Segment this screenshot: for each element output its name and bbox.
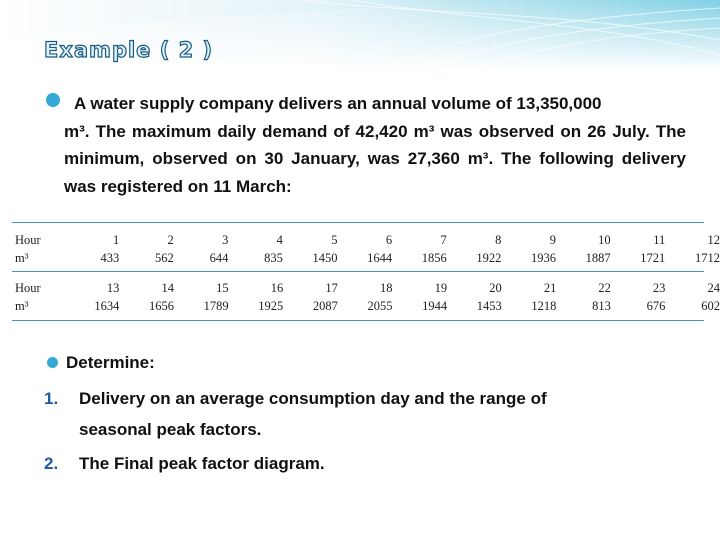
row-label-volume: m³ [15, 299, 29, 313]
volume-cell: 1887 [585, 251, 611, 265]
volume-cell: 1453 [476, 299, 502, 313]
row-label-hour: Hour [15, 233, 41, 247]
hour-cell: 17 [325, 281, 338, 295]
volume-cell: 1936 [531, 251, 557, 265]
bullet-icon [47, 357, 58, 368]
volume-cell: 676 [646, 299, 666, 313]
delivery-table-hours-13-24 [15, 279, 720, 315]
volume-cell: 1789 [203, 299, 229, 313]
hour-cell: 7 [440, 233, 447, 247]
hour-cell: 14 [161, 281, 174, 295]
delivery-table-hours-1-12 [15, 231, 720, 267]
hour-cell: 1 [113, 233, 120, 247]
intro-paragraph [64, 90, 686, 200]
volume-cell: 2055 [367, 299, 393, 313]
table-middle-rule [12, 271, 704, 272]
table-top-rule [12, 222, 704, 223]
hour-cell: 24 [707, 281, 720, 295]
determine-heading: Determine: [66, 353, 155, 372]
intro-first-line: A water supply company delivers an annual volume of 13,350,000 [74, 94, 602, 113]
intro-rest: m³. The maximum daily demand of 42,420 m³ was observed on 26 July. The minimum, observed on 30 January, was 27,360 m³. The following delivery was registered on 11 March: [64, 121, 686, 196]
volume-cell: 1634 [94, 299, 120, 313]
volume-cell: 1944 [422, 299, 448, 313]
volume-cell: 1925 [258, 299, 284, 313]
volume-cell: 835 [264, 251, 283, 265]
volume-cell: 562 [155, 251, 174, 265]
hour-cell: 13 [106, 281, 120, 295]
hour-cell: 19 [434, 281, 448, 295]
volume-cell: 1656 [148, 299, 174, 313]
hour-cell: 10 [598, 233, 611, 247]
volume-cell: 644 [209, 251, 229, 265]
hour-cell: 12 [707, 233, 720, 247]
volume-cell: 1644 [367, 251, 393, 265]
item-1-line-1: Delivery on an average consumption day and the range of [79, 389, 547, 408]
row-label-volume: m³ [15, 251, 29, 265]
hour-cell: 6 [385, 233, 393, 247]
hour-cell: 9 [549, 233, 557, 247]
volume-cell: 1721 [640, 251, 666, 265]
page-title: Example ( 2 ) [44, 38, 214, 62]
volume-cell: 813 [592, 299, 611, 313]
hour-cell: 22 [598, 281, 611, 295]
header-decoration [0, 0, 720, 70]
volume-cell: 2087 [312, 299, 338, 313]
hour-cell: 23 [652, 281, 666, 295]
table-row-volumes [15, 297, 720, 315]
volume-cell: 602 [701, 299, 720, 313]
volume-cell: 1218 [531, 299, 557, 313]
item-number-1: 1. [44, 389, 59, 408]
hour-cell: 21 [543, 281, 557, 295]
hour-cell: 4 [276, 233, 283, 247]
volume-cell: 1856 [421, 251, 447, 265]
row-label-hour: Hour [15, 281, 41, 295]
volume-cell: 1712 [695, 251, 720, 265]
hour-cell: 16 [270, 281, 284, 295]
bullet-icon [46, 93, 60, 107]
volume-cell: 1922 [476, 251, 502, 265]
item-2-line-1: The Final peak factor diagram. [79, 454, 325, 473]
table-row-hours [15, 279, 720, 297]
hour-cell: 20 [489, 281, 502, 295]
table-bottom-rule [12, 320, 704, 321]
table-row-hours [15, 231, 720, 249]
hour-cell: 5 [331, 233, 338, 247]
hour-cell: 11 [653, 233, 666, 247]
hour-cell: 3 [222, 233, 229, 247]
hour-cell: 18 [379, 281, 393, 295]
hour-cell: 2 [167, 233, 174, 247]
hour-cell: 15 [216, 281, 229, 295]
item-1-line-2: seasonal peak factors. [79, 420, 262, 439]
item-number-2: 2. [44, 454, 59, 473]
table-row-volumes [15, 249, 720, 267]
volume-cell: 433 [100, 251, 120, 265]
volume-cell: 1450 [312, 251, 338, 265]
hour-cell: 8 [495, 233, 502, 247]
